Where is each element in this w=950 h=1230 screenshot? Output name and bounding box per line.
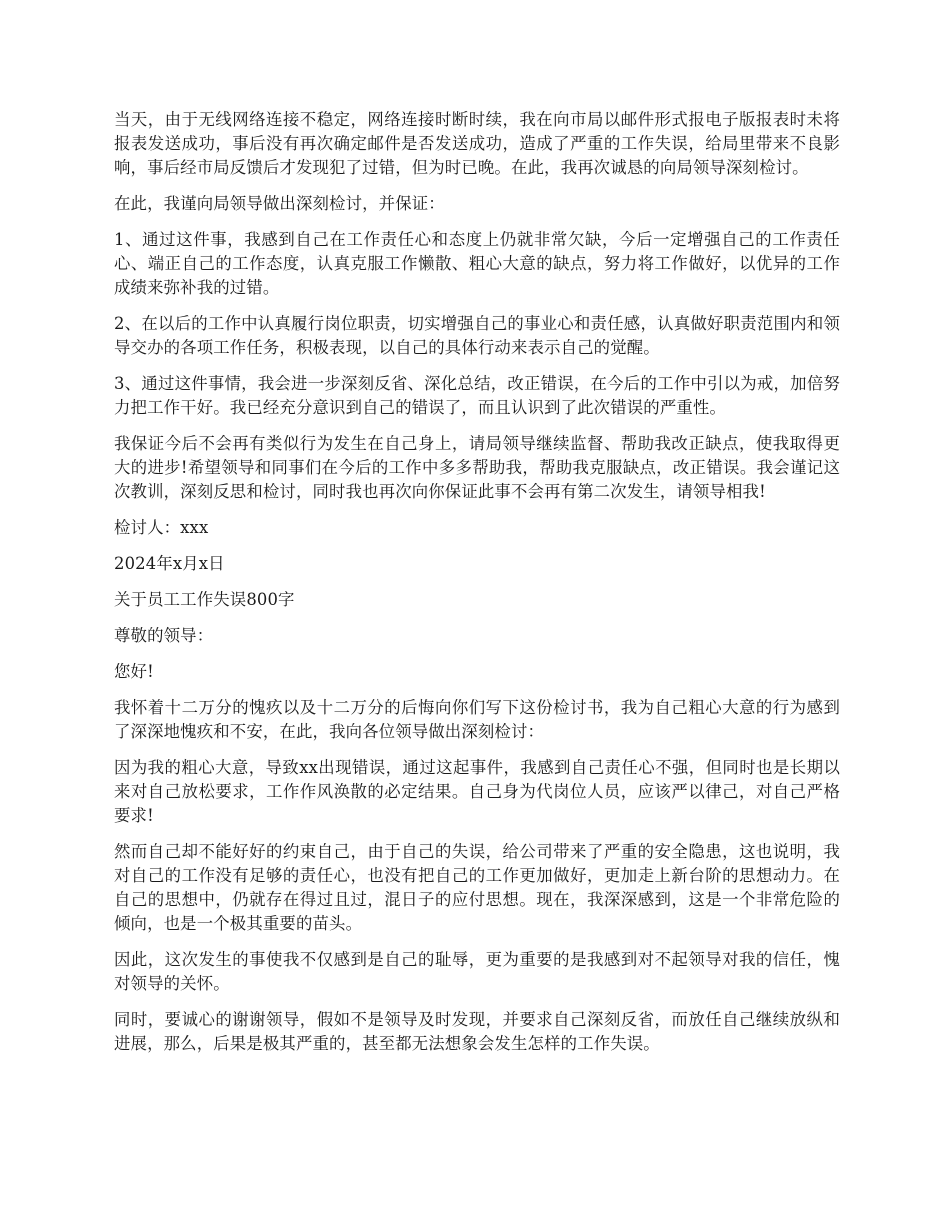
paragraph: 当天，由于无线网络连接不稳定，网络连接时断时续，我在向市局以邮件形式报电子版报表时未将报表发送成功，事后没有再次确定邮件是否发送成功，造成了严重的工作失误，给局里带来不良影响，事后经市局反馈后才发现犯了过错，但为时已晚。在此，我再次诚恳的向局领导深刻检讨。 [114,110,840,177]
paragraph: 因为我的粗心大意，导致xx出现错误，通过这起事件，我感到自己责任心不强，但同时也是长期以来对自己放松要求，工作作风涣散的必定结果。自己身为代岗位人员，应该严以律己，对自己严格要求! [114,758,840,825]
section-title: 关于员工工作失误800字 [114,590,295,609]
greeting: 您好! [114,662,154,681]
paragraph: 在此，我谨向局领导做出深刻检讨，并保证： [114,194,445,213]
paragraph: 我怀着十二万分的愧疚以及十二万分的后悔向你们写下这份检讨书，我为自己粗心大意的行为感到了深深地愧疚和不安，在此，我向各位领导做出深刻检讨： [114,698,840,741]
paragraph: 同时，要诚心的谢谢领导，假如不是领导及时发现，并要求自己深刻反省，而放任自己继续放纵和进展，那么，后果是极其严重的，甚至都无法想象会发生怎样的工作失误。 [114,1010,840,1053]
list-item: 1、通过这件事，我感到自己在工作责任心和态度上仍就非常欠缺，今后一定增强自己的工作责任心、端正自己的工作态度，认真克服工作懒散、粗心大意的缺点，努力将工作做好，以优异的工作成绩来弥补我的过错。 [114,230,840,297]
list-item: 3、通过这件事情，我会进一步深刻反省、深化总结，改正错误，在今后的工作中引以为戒，加倍努力把工作干好。我已经充分意识到自己的错误了，而且认识到了此次错误的严重性。 [114,374,840,417]
paragraph: 因此，这次发生的事使我不仅感到是自己的耻辱，更为重要的是我感到对不起领导对我的信任，愧对领导的关怀。 [114,950,840,993]
salutation: 尊敬的领导： [114,626,214,645]
date-line: 2024年x月x日 [114,554,225,573]
document-body [114,108,840,1068]
paragraph: 我保证今后不会再有类似行为发生在自己身上，请局领导继续监督、帮助我改正缺点，使我取得更大的进步!希望领导和同事们在今后的工作中多多帮助我，帮助我克服缺点，改正错误。我会谨记这次教训，深刻反思和检讨，同时我也再次向你保证此事不会再有第二次发生，请领导相我! [114,434,840,501]
paragraph: 然而自己却不能好好的约束自己，由于自己的失误，给公司带来了严重的安全隐患，这也说明，我对自己的工作没有足够的责任心，也没有把自己的工作更加做好，更加走上新台阶的思想动力。在自己的思想中，仍就存在得过且过，混日子的应付思想。现在，我深深感到，这是一个非常危险的倾向，也是一个极其重要的苗头。 [114,842,840,933]
signature-line: 检讨人：xxx [114,518,209,537]
list-item: 2、在以后的工作中认真履行岗位职责，切实增强自己的事业心和责任感，认真做好职责范围内和领导交办的各项工作任务，积极表现，以自己的具体行动来表示自己的觉醒。 [114,314,840,357]
